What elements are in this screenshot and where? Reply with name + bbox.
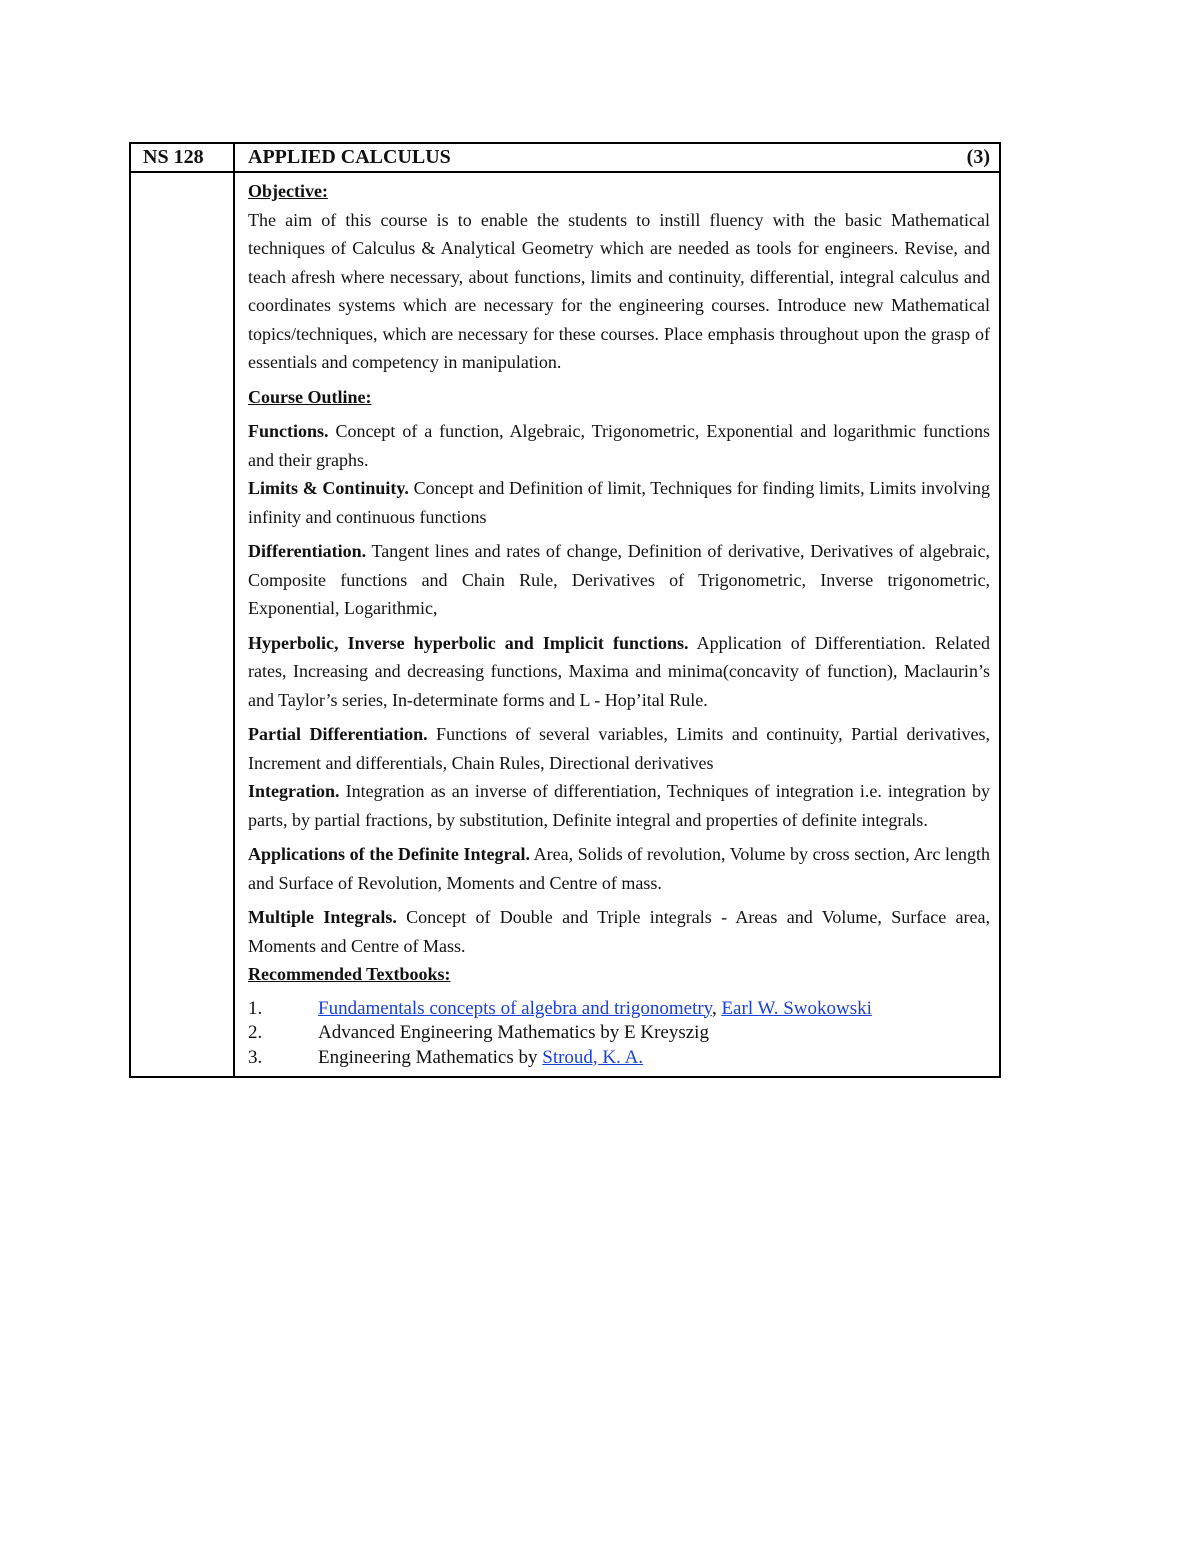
list-text <box>318 1046 643 1071</box>
topic-text: Area, Solids of revolution, Volume by cross section, Arc length and Surface of Revolution, Moments and Centre of mass. <box>248 844 991 893</box>
topic-text: Concept of a function, Algebraic, Trigonometric, Exponential and logarithmic functions and their graphs. <box>248 421 990 470</box>
topic-title: Applications of the Definite Integral. <box>248 844 530 864</box>
topic-text: Integration as an inverse of differentiation, Techniques of integration i.e. integration by parts, by partial fractions, by substitution, Definite integral and properties of definite integrals. <box>248 781 990 830</box>
topic-title: Integration. <box>248 781 340 801</box>
textbooks-list <box>248 997 990 1071</box>
topic-limits <box>248 474 990 531</box>
topic-text: Application of Differentiation. Related rates, Increasing and decreasing functions, Maxima and minima(concavity of function), Maclaurin’s and Taylor’s series, In-determinate forms and L - Hop’ital Rule. <box>248 632 990 710</box>
topic-title: Differentiation. <box>248 541 367 561</box>
course-code: NS 128 <box>131 144 235 171</box>
topic-integration <box>248 777 990 834</box>
list-item <box>248 1021 990 1046</box>
topic-text: Functions of several variables, Limits and continuity, Partial derivatives, Increment and differentials, Chain Rules, Directional derivatives <box>248 724 990 773</box>
list-number: 3. <box>248 1046 263 1068</box>
course-body-row <box>131 171 999 1076</box>
author-link[interactable]: Stroud, K. A. <box>542 1046 644 1068</box>
course-description <box>235 173 999 1076</box>
topic-title: Limits & Continuity. <box>248 478 409 498</box>
separator: , <box>711 997 722 1019</box>
course-title: APPLIED CALCULUS <box>248 146 451 168</box>
course-credits: (3) <box>966 146 990 168</box>
list-item <box>248 1046 990 1071</box>
topic-multiple-integrals <box>248 903 990 960</box>
author-link[interactable]: Earl W. Swokowski <box>721 997 872 1019</box>
topic-title: Hyperbolic, Inverse hyperbolic and Implicit functions. <box>248 632 689 653</box>
list-item <box>248 997 990 1022</box>
topic-partial-differentiation <box>248 720 990 777</box>
topic-text: Concept of Double and Triple integrals - Areas and Volume, Surface area, Moments and Centre of Mass. <box>248 907 990 956</box>
topic-title: Multiple Integrals. <box>248 907 397 927</box>
objective-heading: Objective: <box>248 181 328 201</box>
empty-code-cell <box>131 173 235 1076</box>
course-header-row <box>131 144 999 171</box>
topic-text: Tangent lines and rates of change, Definition of derivative, Derivatives of algebraic, Composite functions and Chain Rule, Derivatives of Trigonometric, Inverse trigonometric, Exponential, Logarithmic, <box>248 541 990 618</box>
course-table <box>129 142 1001 1078</box>
topic-title: Partial Differentiation. <box>248 724 428 744</box>
list-text: Advanced Engineering Mathematics by E Kreyszig <box>318 1022 709 1043</box>
list-number: 1. <box>248 997 263 1019</box>
textbook-link[interactable]: Fundamentals concepts of algebra and trigonometry <box>318 997 712 1019</box>
list-number: 2. <box>248 1022 263 1043</box>
topic-applications <box>248 840 990 897</box>
list-text <box>318 997 872 1022</box>
topic-text: Concept and Definition of limit, Techniques for finding limits, Limits involving infinity and continuous functions <box>248 478 990 527</box>
outline-heading: Course Outline: <box>248 386 372 407</box>
textbooks-heading: Recommended Textbooks: <box>248 964 451 984</box>
topic-differentiation <box>248 537 990 623</box>
topic-title: Functions. <box>248 421 329 441</box>
list-text-prefix: Engineering Mathematics by <box>318 1046 543 1068</box>
topic-hyperbolic <box>248 629 990 715</box>
course-title-cell <box>235 144 999 171</box>
topic-functions <box>248 417 990 474</box>
objective-text: The aim of this course is to enable the students to instill fluency with the basic Mathematical techniques of Calculus & Analytical Geometry which are needed as tools for engineers. Revise, and teach afresh where necessary, about functions, limits and continuity, differential, integral calculus and coordinates systems which are necessary for the engineering courses. Introduce new Mathematical topics/techniques, which are necessary for these courses. Place emphasis throughout upon the grasp of essentials and competency in manipulation. <box>248 209 990 372</box>
